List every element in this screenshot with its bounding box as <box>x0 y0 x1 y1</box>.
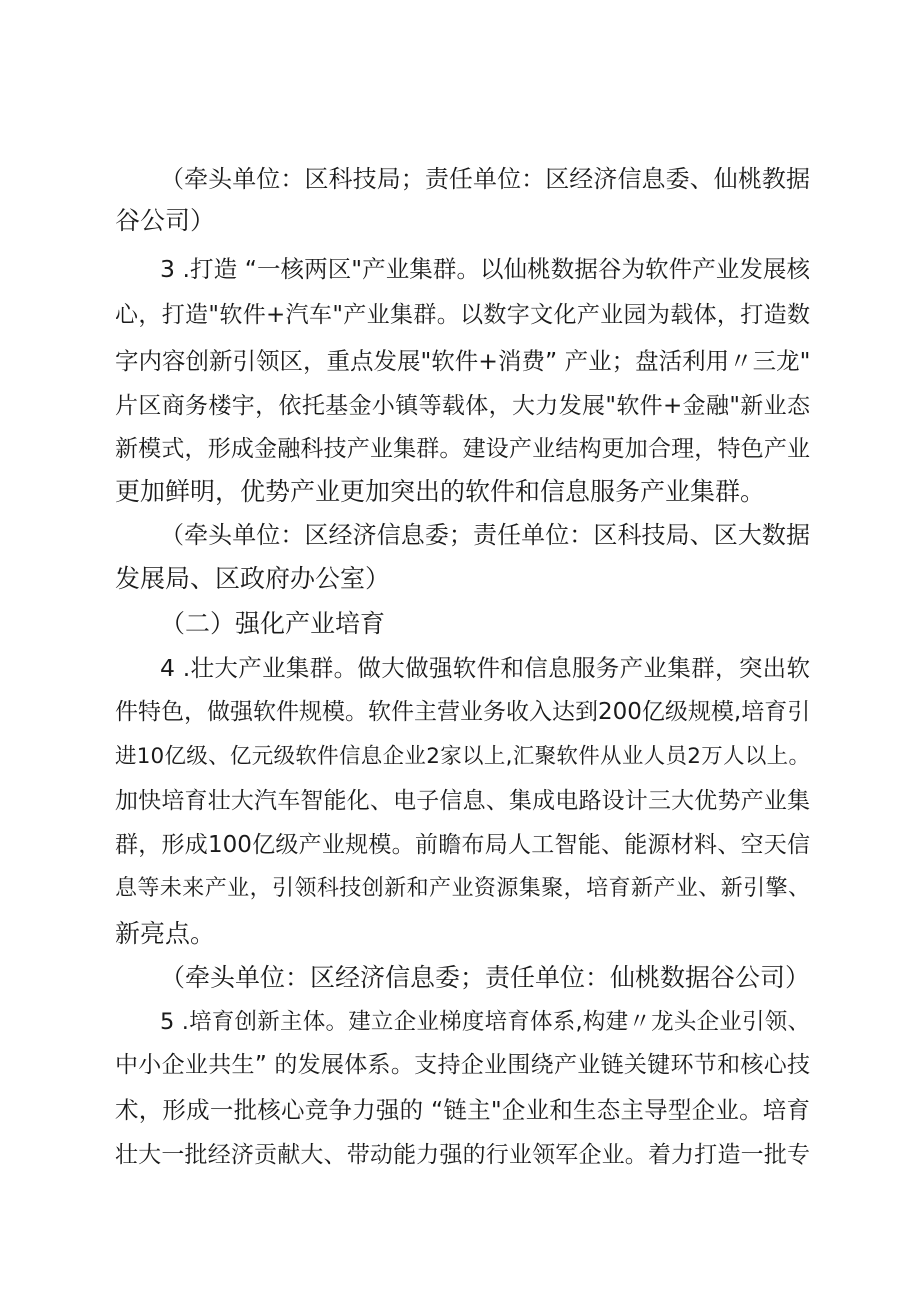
text-line-6: 片区商务楼宇，依托基金小镇等载体，大力发展"软件+金融"新业态 <box>115 393 810 419</box>
text-line-15: 加快培育壮大汽车智能化、电子信息、集成电路设计三大优势产业集 <box>115 788 810 814</box>
text-line-5: 字内容创新引领区，重点发展"软件+消费” 产业；盘活利用〃三龙" <box>115 347 810 375</box>
text-line-7: 新模式，形成金融科技产业集群。建设产业结构更加合理，特色产业 <box>115 436 810 462</box>
text-line-3: 3 .打造 “一核两区"产业集群。以仙桃数据谷为软件产业发展核 <box>160 255 810 283</box>
text-line-21: 中小企业共生” 的发展体系。支持企业围绕产业链关键环节和核心技 <box>115 1052 810 1078</box>
text-line-2: 谷公司） <box>115 206 216 235</box>
text-line-10: 发展局、区政府办公室） <box>115 564 391 593</box>
text-line-13: 件特色，做强软件规模。软件主营业务收入达到200亿级规模,培育引 <box>115 699 810 725</box>
text-line-8: 更加鲜明，优势产业更加突出的软件和信息服务产业集群。 <box>115 477 766 506</box>
text-line-17: 息等未来产业，引领科技创新和产业资源集聚，培育新产业、新引擎、 <box>115 876 810 901</box>
text-line-22: 术，形成一批核心竞争力强的 “链主"企业和生态主导型企业。培育 <box>115 1096 810 1124</box>
text-line-12: 4 .壮大产业集群。做大做强软件和信息服务产业集群，突出软 <box>160 654 810 682</box>
text-line-4: 心，打造"软件+汽车"产业集群。以数字文化产业园为载体，打造数 <box>115 302 810 328</box>
section-heading: （二）强化产业培育 <box>160 609 386 638</box>
text-line-14: 进10亿级、亿元级软件信息企业2家以上,汇聚软件从业人员2万人以上。 <box>115 744 810 769</box>
text-line-9: （牵头单位：区经济信息委；责任单位：区科技局、区大数据 <box>160 521 810 549</box>
text-line-1: （牵头单位：区科技局；责任单位：区经济信息委、仙桃教据 <box>160 165 810 193</box>
text-line-18: 新亮点。 <box>115 919 216 948</box>
text-line-19: （牵头单位：区经济信息委；责任单位：仙桃数据谷公司） <box>160 963 810 992</box>
text-line-16: 群，形成100亿级产业规模。前瞻布局人工智能、能源材料、空天信 <box>115 832 810 858</box>
text-line-20: 5 .培育创新主体。建立企业梯度培育体系,构建〃龙头企业引领、 <box>160 1009 810 1035</box>
text-line-23: 壮大一批经济贡献大、带动能力强的行业领军企业。着力打造一批专 <box>115 1142 810 1168</box>
